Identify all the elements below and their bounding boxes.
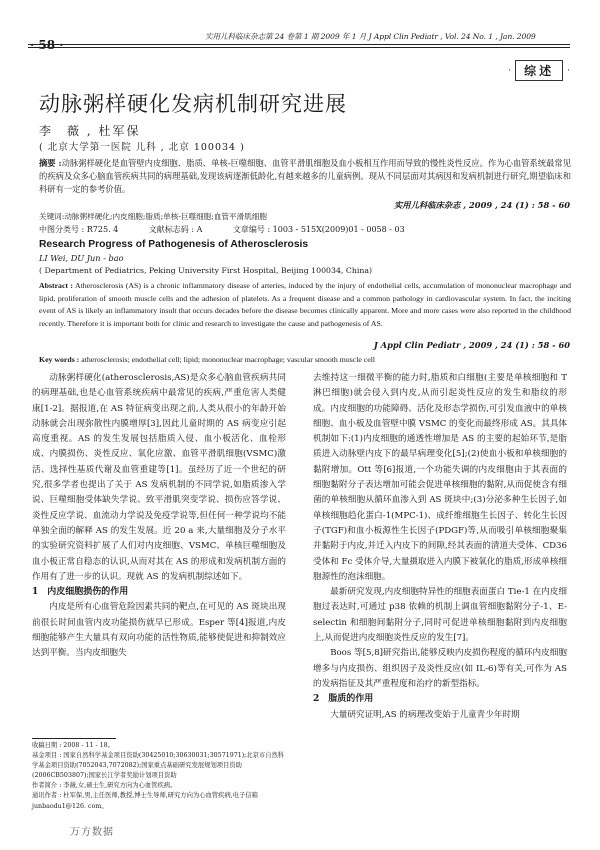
article-affiliation: ( 北京大学第一医院 儿科 , 北京 100034 ) <box>39 142 245 153</box>
footnote-received: 收稿日期 : 2008 - 11 - 18。 <box>32 742 114 749</box>
abstract-zh <box>39 157 571 196</box>
article-authors: 李 薇 , 杜军保 <box>39 124 141 138</box>
section-label <box>508 60 570 81</box>
keywords-zh: 关键词:动脉粥样硬化;内皮细胞;脂质;单核-巨噬细胞;血管平滑肌细胞 <box>39 212 267 221</box>
header-rule <box>28 44 570 45</box>
citation-en: J Appl Clin Pediatr , 2009 , 24 (1) : 58 - 60 <box>373 340 570 350</box>
watermark: 万方数据 <box>70 827 114 838</box>
footnote-rule <box>32 738 116 739</box>
paragraph: 动脉粥样硬化(atherosclerosis,AS)是众多心脑血管疾病共同的病理基础,也是心血管系统疾病中最常见的疾病,严重危害人类健康[1-2]。据报道,在 AS 特征病变出现之前,人类从很小的年龄开始动脉就会出现弥散性内膜增厚[3],因此儿童时期的 AS 病变应引起高度重视。AS 的发生发展包括脂质入侵、血小板活化、血栓形成、内膜损伤、炎性反应、氧化应激、血管平滑肌细胞(VSMC)激活、选择性基质代谢及血管重建等[1]。虽经历了近一个世纪的研究,很多学者也提出了关于 AS 发病机制的不同学说,如脂质渗入学说、巨噬细胞受体缺失学说、致平滑肌突变学说、损伤应答学说、炎性反应学说、血流动力学说及免疫学说等,但任何一种学说均不能单独全面的解释 AS 的发生发展。近 20 a 来,大量细胞及分子水平的实验研究资料扩展了人们对内皮细胞、VSMC、单核巨噬细胞及血小板正常自稳态的认识,从而对其在 AS 的形成和发病机制方面的作用有了进一步的认识。现就 AS 的发病机制综述如下。 <box>32 373 286 582</box>
abstract-zh-label: 摘要 : <box>39 158 62 168</box>
keywords-en <box>39 355 375 364</box>
paragraph: 去维持这一细微平衡的能力时,脂质和白细胞(主要是单核细胞和 T 淋巴细胞)就会侵入到内皮,从而引起炎性反应的发生和脂纹的形成。内皮细胞的功能障碍、活化及形态学损伤,可引发血液中的单核细胞、血小板及血管壁中膜 VSMC 的变化而最终形成 AS。其具体机制如下:(1)内皮细胞的通透性增加是 AS 的主要的起始环节,是脂质进入动脉壁内皮下的最早病理变化[5];(2)使血小板和单核细胞的黏附增加。Ott 等[6]报道,一个功能失调的内皮细胞由于其表面的细胞黏附分子表达增加可能会促进单核细胞的黏附,从而促使含有细菌的单核细胞从循环血渗入到 AS 斑块中;(3)分泌多种生长因子,如单核细胞趋化蛋白-1(MPC-1)、成纤维细胞生长因子、转化生长因子(TGF)和血小板源性生长因子(PDGF)等,从而吸引单核细胞聚集并黏附于内皮,并迁入内皮下的间隙,经其表面的清道夫受体、CD36受体和 Fc 受体介导,大量摄取进入内膜下被氧化的脂质,形成单核细胞源性的泡沫细胞。 <box>313 373 568 582</box>
article-title: 动脉粥样硬化发病机制研究进展 <box>39 92 347 116</box>
title-en: Research Progress of Pathogenesis of Atherosclerosis <box>39 239 309 250</box>
abstract-en <box>39 280 571 330</box>
section-heading-2: 2 脂质的作用 <box>313 694 374 705</box>
keywords-en-label: Key words : <box>39 355 80 364</box>
paragraph: 内皮是所有心血管危险因素共同的靶点,在可见的 AS 斑块出现前很长时间血管内皮功能损伤就早已形成。Esper 等[4]报道,内皮细胞能够产生大量具有双向功能的活性物质,能够使促进和抑制效应达到平衡。当内皮细胞失 <box>32 602 286 659</box>
section-box: 综述 <box>515 60 563 81</box>
classification-meta <box>39 224 433 235</box>
footnotes <box>32 741 288 812</box>
footnote-corresponding: 通讯作者 : 杜军保,男,主任医师,教授,博士生导师,研究方向为心血管疾病,电子信箱 junbaodu1@126. com。 <box>32 792 258 810</box>
doc-code: 文献标志码 : A <box>148 225 203 234</box>
page-number: · 58 · <box>30 38 64 52</box>
section-heading-1: 1 内皮细胞损伤的作用 <box>32 587 129 598</box>
body-column-left <box>32 371 286 662</box>
citation-zh: 实用儿科临床杂志 , 2009 , 24 (1) : 58 - 60 <box>393 200 570 210</box>
clc-number: 中图分类号 : R725. 4 <box>39 225 119 234</box>
footnote-author-bio: 作者简介 : 李薇,女,硕士生,研究方向为心血管疾病。 <box>32 782 177 790</box>
paragraph: Boos 等[5,8]研究指出,能够反映内皮损伤程度的循环内皮细胞增多与内皮损伤、组织因子及炎性反应(如 IL-6)等有关,可作为 AS 的发病指征及其严重程度和治疗的新型指标。 <box>313 648 567 689</box>
section-dot-right: · <box>567 65 570 76</box>
header-rule-thin <box>28 47 570 48</box>
paragraph: 大量研究证明,AS 的病理改变始于儿童青少年时期 <box>330 709 520 720</box>
footnote-funding: 基金项目 : 国家自然科学基金项目资助(30425010;30630031;30571971);北京市自然科学基金项目资助(7052043,7072082);国家重点基础研究发展规划项目资助(2006CB503807);国家长江学者奖励计划项目资助 <box>32 752 285 780</box>
affiliation-en: ( Department of Pediatrics, Peking University First Hospital, Beijing 100034, China) <box>39 266 373 275</box>
paragraph: 最新研究发现,内皮细胞特异性的细胞表面蛋白 Tie-1 在内皮细胞过表达时,可通过 p38 依赖的机制上调血管细胞黏附分子-1、E-selectin 和细胞间黏附分子,同时可促进单核细胞黏附到内皮细胞上,从而促进内皮细胞炎性反应的发生[7]。 <box>313 587 567 644</box>
body-column-right <box>313 371 567 723</box>
running-header: 实用儿科临床杂志第 24 卷第 1 期 2009 年 1 月 J Appl Clin Pediatr , Vol. 24 No. 1 , Jan. 2009 <box>205 32 536 41</box>
article-id: 文章编号 : 1003 - 515X(2009)01 - 0058 - 03 <box>232 225 405 234</box>
authors-en: LI Wei, DU Jun - bao <box>39 253 124 263</box>
keywords-en-text: atherosclerosis; endothelial cell; lipid; mononuclear macrophage; vascular smooth muscle cell <box>81 355 376 364</box>
abstract-zh-text: 动脉粥样硬化是血管壁内皮细胞、脂质、单核-巨噬细胞、血管平滑肌细胞及血小板相互作用而导致的慢性炎性反应。作为心血管系统最常见的疾病及众多心脑血管疾病共同的病理基础,发现该病逐渐低龄化,有越来越多的儿童病例。现从不同层面对其病因和发病机制进行研究,期望临床和科研有一定的参考价值。 <box>39 158 572 194</box>
abstract-en-text: Atherosclerosis (AS) is a chronic inflammatory disease of arteries, induced by the injury of endothelial cells, accumulation of mononuclear macrophage and lipid, proliferation of smooth muscle cells and the adhesion of platelets. As a frequent disease and a common pathology in cardiovascular system. In fact, the inciting event of AS is likely an inflammatory insult that occurs decades before the disease becomes clinically apparent. More and more cases were also reported in the childhood recently. Therefore it is important both for clinic and research to investigate the cause and pathogenesis of AS. <box>39 281 571 328</box>
section-dot: · <box>508 65 512 76</box>
abstract-en-label: Abstract : <box>39 281 73 290</box>
